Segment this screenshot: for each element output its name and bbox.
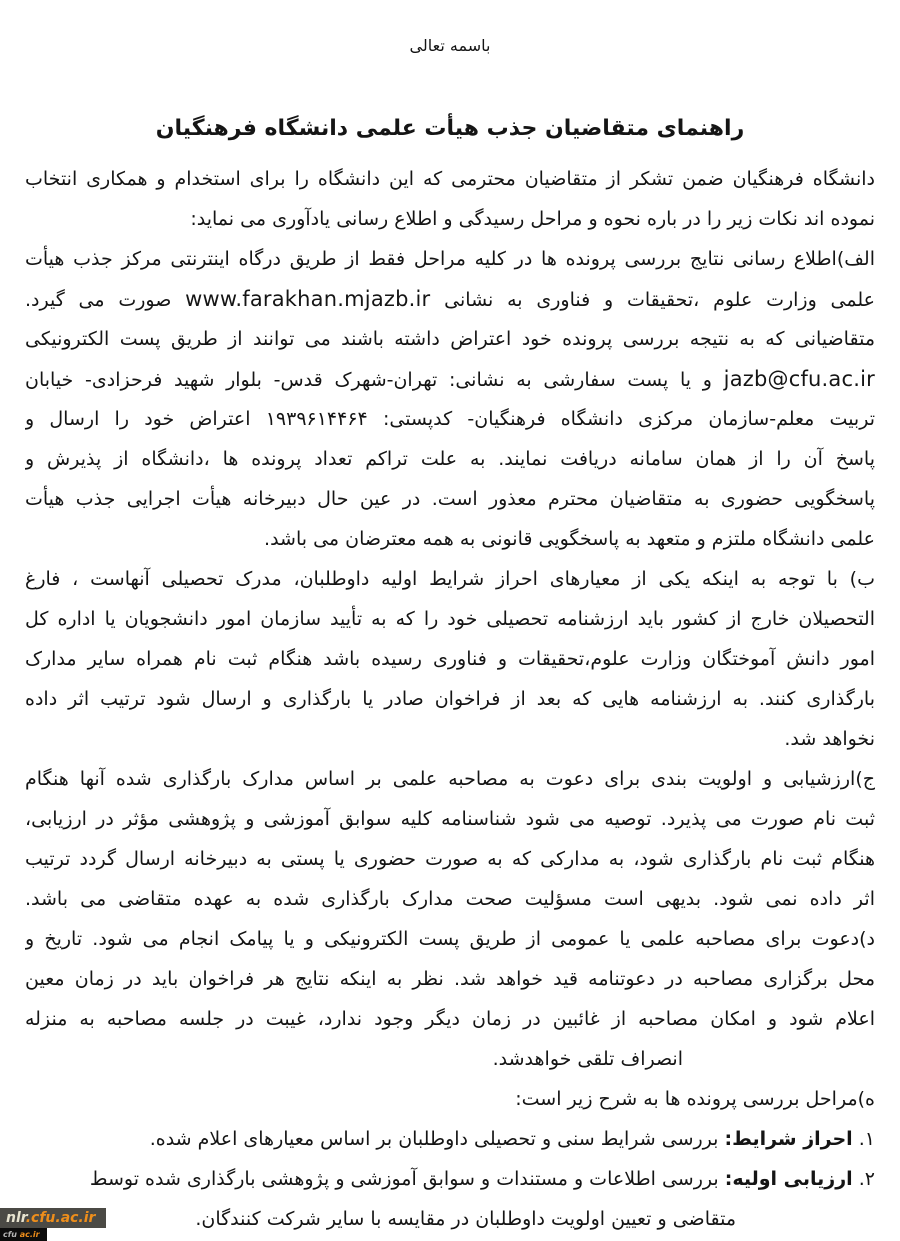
text-segment: اثر داده نمی شود. بدیهی است مسؤلیت صحت مدارک بارگذاری شده به عهده متقاضی می باشد. <box>25 888 875 910</box>
list-item-2 <box>25 1159 875 1199</box>
text-segment: تربیت معلم-سازمان مرکزی دانشگاه فرهنگیان- کدپستی: ۱۹۳۹۶۱۴۴۶۴ اعتراض خود را ارسال و <box>25 408 875 430</box>
text-segment: ج)ارزشیابی و اولویت بندی برای دعوت به مصاحبه علمی بر اساس مدارک بارگذاری شده آنها هنگام <box>25 768 875 790</box>
watermark-text: . <box>25 1210 32 1226</box>
text-segment: متقاضی و تعیین اولویت داوطلبان در مقایسه با سایر شرکت کنندگان. <box>195 1208 736 1230</box>
text-segment: بارگذاری کنند. به ارزشنامه هایی که بعد از فراخوان صادر یا بارگذاری و ارسال شود ترتیب اثر داده <box>25 688 875 710</box>
text-segment: التحصیلان خارج از کشور باید ارزشنامه تحصیلی خود را که به تأیید سازمان امور دانشجویان یا اداره کل <box>25 608 875 630</box>
text-segment: الف)اطلاع رسانی نتایج بررسی پرونده ها در کلیه مراحل فقط از طریق درگاه اینترنتی مرکز جذب هیأت <box>25 248 875 270</box>
text-segment: احراز شرایط: <box>724 1128 853 1150</box>
document-line <box>25 679 875 719</box>
document-line <box>25 559 875 599</box>
text-segment: د)دعوت برای مصاحبه علمی یا عمومی از طریق پست الکترونیکی و یا پیامک انجام می شود. تاریخ و <box>25 928 875 950</box>
document-line <box>25 199 875 239</box>
document-line <box>25 479 875 519</box>
text-segment: ارزیابی اولیه: <box>724 1168 853 1190</box>
document-line <box>25 319 875 359</box>
document-line <box>25 799 875 839</box>
document-line <box>25 839 875 879</box>
text-segment: نموده اند نکات زیر را در باره نحوه و مراحل رسیدگی و اطلاع رسانی یادآوری می نماید: <box>190 208 875 230</box>
document-line <box>25 239 875 279</box>
document-body <box>25 159 875 1239</box>
text-segment: پاسخ آن را از همان سامانه دریافت نمایند. به علت تراکم تعداد پرونده ها ،دانشگاه از پذیرش و <box>25 448 875 470</box>
document-line <box>25 359 875 399</box>
document-line <box>25 919 875 959</box>
watermark-site-badge <box>0 1208 106 1228</box>
watermark-text: cfu.ac.ir <box>31 1210 96 1226</box>
text-segment: نخواهد شد. <box>784 728 875 750</box>
document-line <box>25 999 875 1039</box>
farakhan-url-text: www.farakhan.mjazb.ir <box>185 287 431 311</box>
text-segment: و یا پست سفارشی به نشانی: تهران-شهرک قدس- بلوار شهید فرحزادی- خیابان <box>25 369 724 391</box>
bismillah-text: باسمه تعالی <box>409 36 491 55</box>
document-line <box>25 279 875 319</box>
document-line <box>25 519 875 559</box>
list-item-2-continued <box>25 1199 736 1239</box>
document-line <box>25 719 875 759</box>
text-segment: ۱. <box>852 1128 875 1150</box>
text-segment: متقاضیانی که به نتیجه بررسی پرونده خود اعتراض داشته باشند می توانند از طریق پست الکترونیکی <box>25 328 875 350</box>
jazb-email-text: jazb@cfu.ac.ir <box>723 367 875 391</box>
text-segment: محل برگزاری مصاحبه در دعوتنامه قید خواهد شد. نظر به اینکه نتایج هر فراخوان باید در زمان معین <box>25 968 875 990</box>
document-line <box>25 399 875 439</box>
document-line <box>25 439 875 479</box>
document-line <box>25 639 875 679</box>
document-line <box>25 959 875 999</box>
text-segment: دانشگاه فرهنگیان ضمن تشکر از متقاضیان محترمی که این دانشگاه را برای استخدام و همکاری انتخاب <box>25 168 875 190</box>
text-segment: ثبت نام صورت می پذیرد. توصیه می شود شناسنامه کلیه سوابق آموزشی و پژوهشی مؤثر در ارزیابی، <box>25 808 875 830</box>
document-line <box>25 159 875 199</box>
watermark-text: ac.ir <box>19 1230 40 1239</box>
text-segment: علمی دانشگاه ملتزم و متعهد به پاسخگویی قانونی به همه معترضان می باشد. <box>264 528 875 550</box>
document-line <box>25 879 875 919</box>
text-segment: علمی وزارت علوم ،تحقیقات و فناوری به نشانی <box>430 289 875 311</box>
document-line <box>25 759 875 799</box>
document-line <box>25 599 875 639</box>
watermark-text: cfu <box>3 1230 20 1239</box>
text-segment: بررسی شرایط سنی و تحصیلی داوطلبان بر اساس معیارهای اعلام شده. <box>149 1128 725 1150</box>
document-line <box>25 1039 683 1079</box>
text-segment: ب) با توجه به اینکه یکی از معیارهای احراز شرایط اولیه داوطلبان، مدرک تحصیلی آنهاست ، فارغ <box>25 568 875 590</box>
text-segment: صورت می گیرد. <box>25 289 186 311</box>
text-segment: اعلام شود و امکان مصاحبه از غائبین در زمان دیگر وجود ندارد، غیبت در جلسه مصاحبه به منزله <box>25 1008 875 1030</box>
page-title: راهنمای متقاضیان جذب هیأت علمی دانشگاه فرهنگیان <box>155 116 745 141</box>
list-item-1 <box>25 1119 875 1159</box>
text-segment: ه)مراحل بررسی پرونده ها به شرح زیر است: <box>515 1088 875 1110</box>
text-segment: امور دانش آموختگان وزارت علوم،تحقیقات و فناوری رسیده باشد هنگام ثبت نام همراه سایر مدارک <box>25 648 875 670</box>
text-segment: پاسخگویی حضوری به متقاضیان محترم معذور است. در عین حال دبیرخانه هیأت اجرایی جذب هیأت <box>25 488 875 510</box>
watermark-small-badge <box>0 1228 47 1241</box>
text-segment: هنگام ثبت نام بارگذاری شود، به مدارکی که به صورت حضوری یا پستی به دبیرخانه ارسال گردد ترتیب <box>25 848 875 870</box>
watermark-text: nlr <box>6 1210 26 1226</box>
text-segment: انصراف تلقی خواهدشد. <box>492 1048 683 1070</box>
text-segment: بررسی اطلاعات و مستندات و سوابق آموزشی و پژوهشی بارگذاری شده توسط <box>89 1168 725 1190</box>
document-line <box>25 1079 875 1119</box>
text-segment: ۲. <box>852 1168 875 1190</box>
